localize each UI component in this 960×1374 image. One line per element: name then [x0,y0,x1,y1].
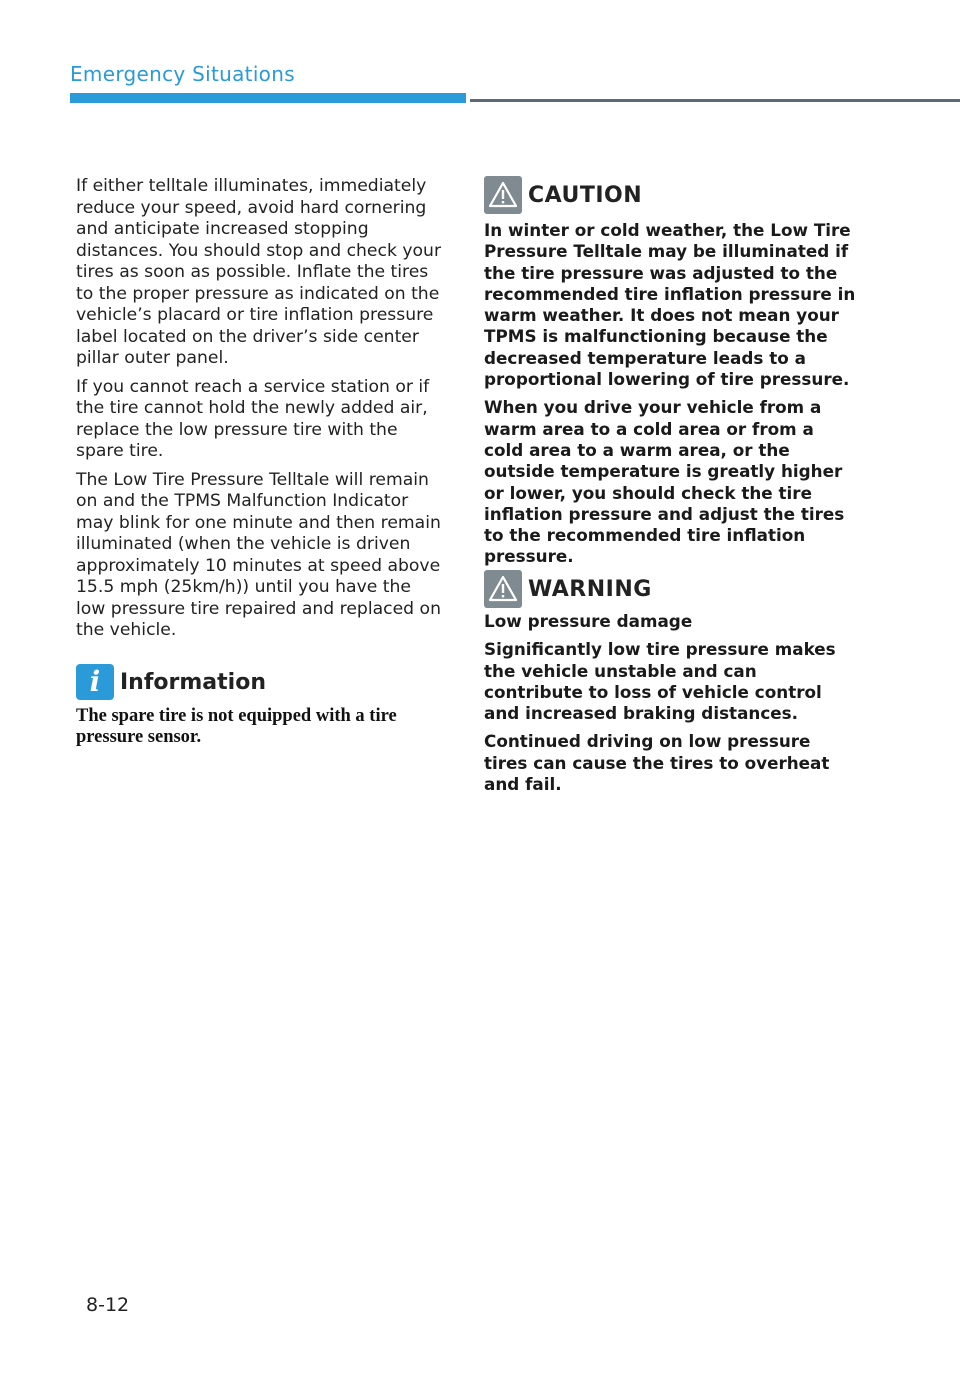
warning-triangle-icon [484,570,522,608]
information-header [76,664,266,700]
warning-subheading: Low pressure damage [484,611,693,631]
warning-header [484,570,856,608]
warning-body [484,611,856,795]
body-paragraph: The Low Tire Pressure Telltale will remain on and the TPMS Malfunction Indicator may blink for one minute and then remain illuminated (when the vehicle is driven approximately 10 minutes at speed above 15.5 mph (25km/h)) until you have the low pressure tire repaired and replaced on the vehicle. [76,469,441,640]
warning-paragraph: Continued driving on low pressure tires can cause the tires to overheat and fail. [484,731,830,795]
warning-paragraph: Significantly low tire pressure makes the vehicle unstable and can contribute to loss of vehicle control and increased braking distances. [484,639,836,724]
information-text: The spare tire is not equipped with a tire pressure sensor. [76,706,397,747]
section-title: Emergency Situations [70,62,295,86]
info-icon: i [76,664,114,700]
warning-box [484,570,856,802]
header-rule-blue [70,93,466,103]
caution-box [484,176,856,575]
caution-paragraph: In winter or cold weather, the Low Tire Pressure Telltale may be illuminated if the tire pressure was adjusted to the recommended tire inflation pressure in warm weather. It does not mean your TPMS is malfunctioning because the decreased temperature leads to a proportional lowering of tire pressure. [484,220,856,390]
warning-label: WARNING [528,576,652,602]
warning-triangle-icon [484,176,522,214]
body-paragraph: If either telltale illuminates, immediately reduce your speed, avoid hard cornering and anticipate increased stopping distances. You should stop and check your tires as soon as possible. Inflate the tires to the proper pressure as indicated on the vehicle’s placard or tire inflation pressure label located on the driver’s side center pillar outer panel. [76,176,442,368]
left-column [76,176,444,649]
caution-label: CAUTION [528,182,643,208]
caution-paragraph: When you drive your vehicle from a warm area to a cold area or from a cold area to a warm area, or the outside temperature is greatly higher or lower, you should check the tire inflation pressure and adjust the tires to the recommended tire inflation pressure. [484,397,845,567]
caution-header [484,176,856,214]
page-number: 8-12 [86,1294,130,1316]
body-paragraph: If you cannot reach a service station or if the tire cannot hold the newly added air, replace the low pressure tire with the spare tire. [76,376,430,461]
caution-body [484,220,856,568]
information-label: Information [120,669,266,695]
header-rule-gray [470,99,960,102]
